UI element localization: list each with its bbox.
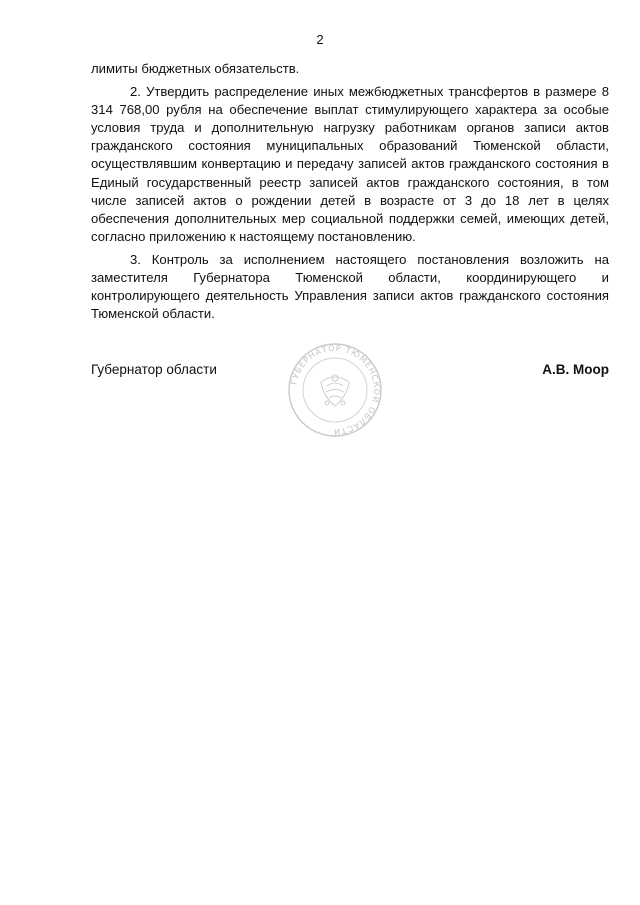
page-number: 2	[316, 32, 324, 47]
document-body	[91, 60, 609, 328]
seal-circular-text: ГУБЕРНАТОР ТЮМЕНСКОЙ ОБЛАСТИ	[289, 343, 382, 437]
seal-emblem	[321, 375, 349, 406]
paragraph-item-3: 3. Контроль за исполнением настоящего постановления возложить на заместителя Губернатора Тюменской области, координирующего и контролирующего деятельность Управления записи актов гражданского состояния Тюменской области.	[91, 251, 609, 322]
paragraph-item-2: 2. Утвердить распределение иных межбюджетных трансфертов в размере 8 314 768,00 рубля на обеспечение выплат стимулирующего характера за особые условия труда и дополнительную нагрузку работникам органов записи актов гражданского состояния муниципальных образований Тюменской области, осуществлявшим конвертацию и передачу записей актов гражданского состояния в Единый государственный реестр записей актов гражданского состояния, в том числе записей актов о рождении детей в возрасте от 3 до 18 лет в целях обеспечения дополнительных мер социальной поддержки семей, имеющих детей, согласно приложению к настоящему постановлению.	[91, 84, 609, 244]
signatory-name: А.В. Моор	[542, 362, 609, 377]
paragraph-continuation: лимиты бюджетных обязательств.	[91, 61, 300, 76]
signatory-title: Губернатор области	[91, 362, 217, 377]
official-seal-stamp	[287, 342, 383, 438]
